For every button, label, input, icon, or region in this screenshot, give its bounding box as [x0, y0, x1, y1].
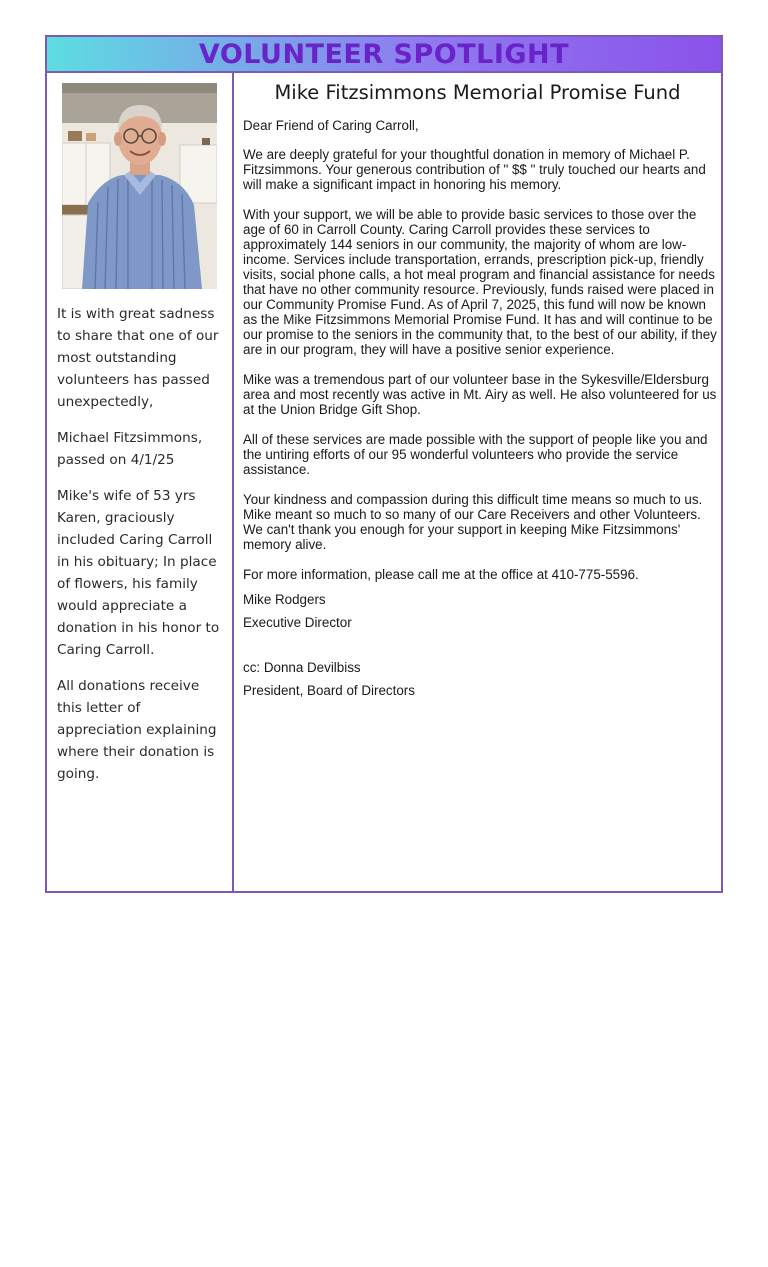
cc-name: cc: Donna Devilbiss	[243, 660, 361, 675]
letter-greeting: Dear Friend of Caring Carroll,	[243, 118, 419, 133]
left-column	[47, 73, 232, 891]
letter-paragraph: With your support, we will be able to provide basic services to those over the age of 60 in Carroll County. Caring Carroll provides these services to approximately 144 seniors in our community, the majority of whom are low-income. Services include transportation, errands, prescription pick-up, friendly visits, social phone calls, a hot meal program and financial assistance for needs that have no other community resource. Previously, funds raised were placed in our Community Promise Fund. As of April 7, 2025, this fund will now be known as the Mike Fitzsimmons Memorial Promise Fund. It has and will continue to be our promise to the seniors in the community that, to the best of our ability, if they are in our program, they will have a positive senior experience.	[243, 207, 717, 357]
obituary-paragraph: It is with great sadness to share that one of our most outstanding volunteers has passed unexpectedly,	[57, 306, 219, 410]
obituary-paragraph: Mike's wife of 53 yrs Karen, graciously included Caring Carroll in his obituary; In place of flowers, his family would appreciate a donation in his honor to Caring Carroll.	[57, 488, 220, 658]
obituary-paragraph: Michael Fitzsimmons, passed on 4/1/25	[57, 430, 203, 468]
fund-title: Mike Fitzsimmons Memorial Promise Fund	[274, 81, 681, 104]
letter-paragraph: Mike was a tremendous part of our volunteer base in the Sykesville/Eldersburg area and most recently was active in Mt. Airy as well. He also volunteered for us at the Union Bridge Gift Shop.	[243, 372, 717, 417]
cc-title: President, Board of Directors	[243, 683, 415, 698]
volunteer-photo	[62, 83, 217, 289]
contact-line: For more information, please call me at the office at 410-775-5596.	[243, 567, 639, 582]
signer-name: Mike Rodgers	[243, 592, 326, 607]
obituary-note	[57, 303, 221, 799]
obituary-paragraph: All donations receive this letter of appreciation explaining where their donation is going.	[57, 678, 217, 782]
donation-letter	[243, 118, 717, 706]
signer-title: Executive Director	[243, 615, 352, 630]
letter-paragraph: We are deeply grateful for your thoughtful donation in memory of Michael P. Fitzsimmons. Your generous contribution of " $$ " truly touched our hearts and will make a significant impact in honoring his memory.	[243, 147, 706, 192]
letter-paragraph: Your kindness and compassion during this difficult time means so much to us. Mike meant so much to so many of our Care Receivers and other Volunteers. We can't thank you enough for your support in keeping Mike Fitzsimmons' memory alive.	[243, 492, 703, 552]
spotlight-frame	[45, 35, 723, 893]
banner	[47, 37, 721, 73]
right-column	[234, 73, 721, 891]
banner-title: VOLUNTEER SPOTLIGHT	[198, 38, 570, 70]
letter-paragraph: All of these services are made possible with the support of people like you and the untiring efforts of our 95 wonderful volunteers who provide the service assistance.	[243, 432, 708, 477]
